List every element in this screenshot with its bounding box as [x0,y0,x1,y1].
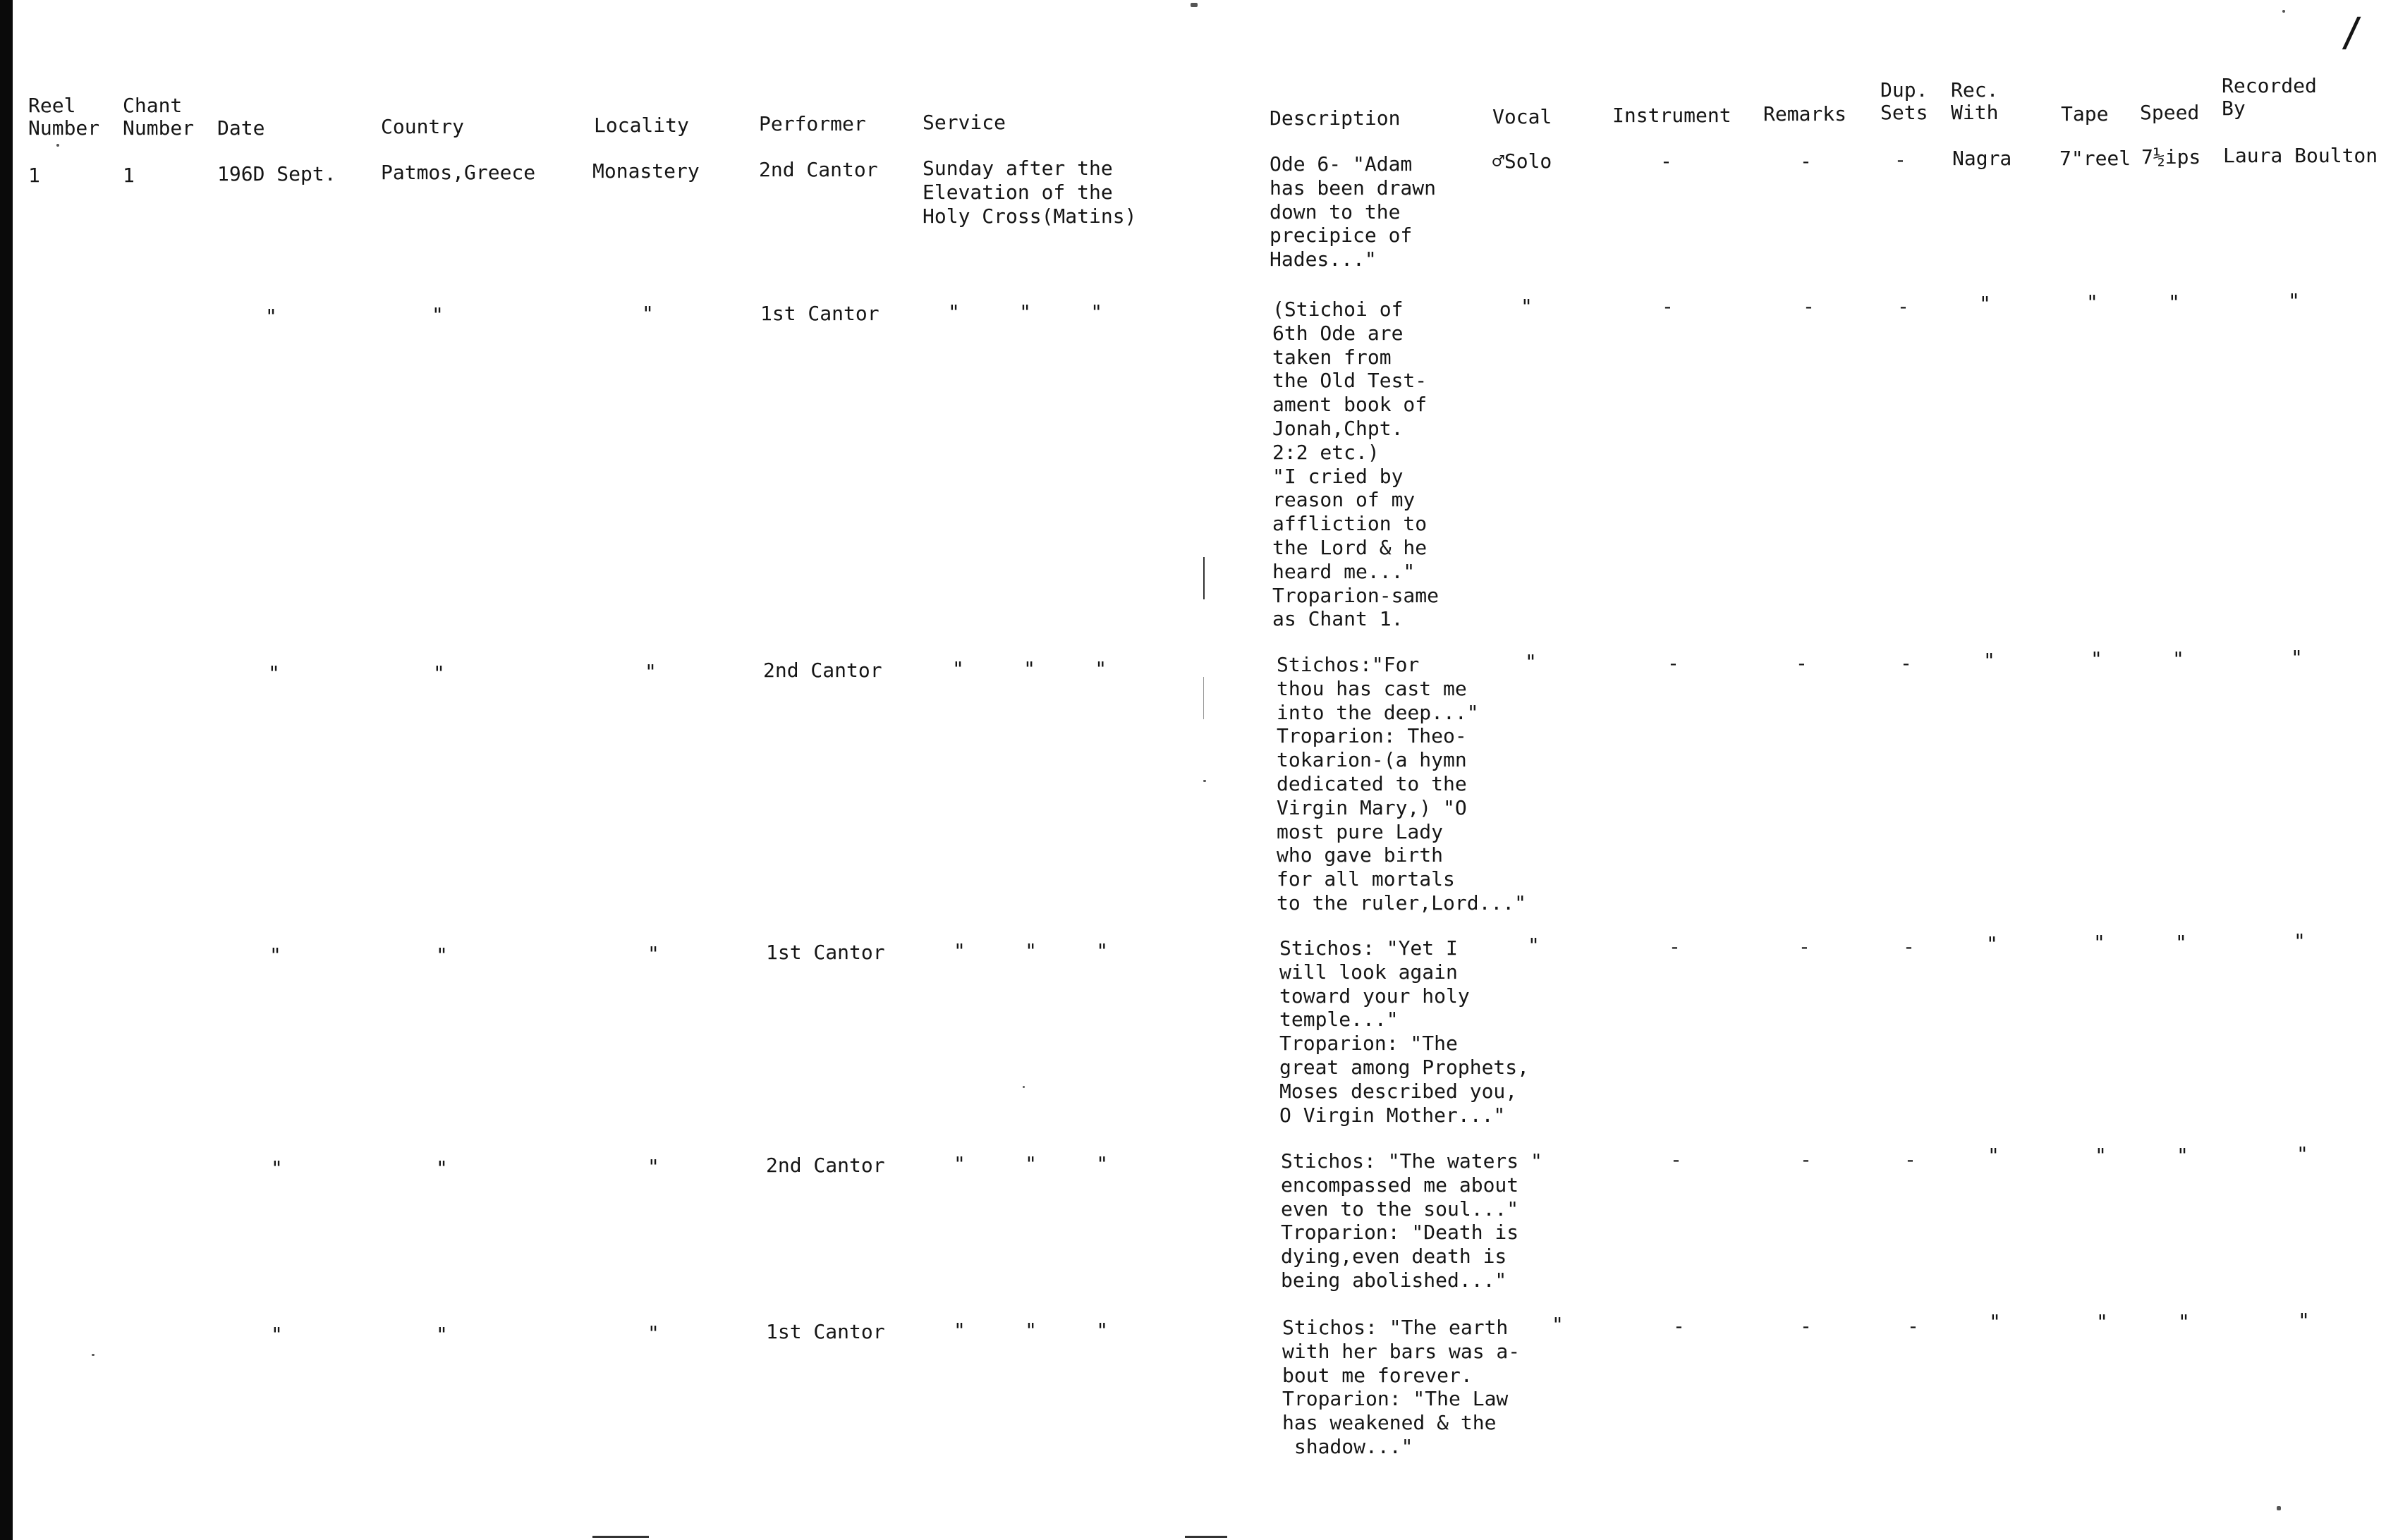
cell-rec-with: " [1989,1310,2001,1333]
cell-tape: " [2086,291,2098,314]
cell-date: " [271,1156,283,1180]
cell-date: " [271,1323,283,1346]
cell-recorded-by: " [2288,289,2300,312]
cell-country: " [436,943,448,967]
header-reel-number: Reel Number [28,94,100,140]
cell-speed: " [2177,1144,2189,1167]
scan-bottom-edge [1185,1536,1227,1538]
cell-locality: Monastery [592,159,700,183]
header-service: Service [923,111,1006,134]
scan-binding-edge [0,0,13,1540]
header-vocal: Vocal [1492,105,1552,128]
cell-rec-with: " [1983,649,1995,672]
cell-speed: 7½ips [2141,145,2201,169]
scan-speck [92,1354,95,1356]
cell-remarks: - [1800,1314,1812,1338]
cell-description: Stichos: "Yet I will look again toward your holy temple..." Troparion: "The great among Prophets, Moses described you, O Virgin Mother..." [1279,936,1530,1127]
cell-locality: " [645,660,657,683]
cell-description: Stichos: "The earth with her bars was a- bout me forever. Troparion: "The Law has weakened & the shadow..." [1282,1316,1521,1458]
cell-locality: " [647,1321,659,1345]
page-number: / [2340,10,2364,56]
cell-recorded-by: " [2296,1142,2308,1166]
cell-remarks: - [1800,1148,1812,1171]
cell-tape: 7"reel [2059,147,2131,170]
header-dup-sets: Dup. Sets [1880,78,1928,124]
header-recorded-by: Recorded By [2222,74,2317,120]
cell-locality: " [642,302,654,325]
cell-date: " [265,305,277,328]
cell-description: Stichos:"For thou has cast me into the deep..." Troparion: Theo- tokarion-(a hymn dedicated to the Virgin Mary,) "O most pure Lady who gave birth for all mortals to the ruler,Lord..." [1277,653,1527,915]
cell-dup-sets: - [1900,652,1912,675]
cell-reel: 1 [28,164,40,187]
cell-instrument: - [1669,935,1681,958]
header-chant-number: Chant Number [123,94,195,140]
header-remarks: Remarks [1763,102,1847,126]
cell-remarks: - [1798,935,1810,958]
cell-service: " " " [954,1319,1109,1342]
cell-remarks: - [1800,149,1812,173]
cell-performer: 1st Cantor [766,941,885,964]
cell-country: " [436,1323,448,1346]
cell-country: Patmos,Greece [381,161,536,184]
cell-date: " [269,943,281,967]
cell-locality: " [647,942,659,965]
cell-vocal: " [1521,295,1533,318]
cell-tape: " [2095,1144,2107,1167]
cell-recorded-by: " [2291,646,2303,669]
cell-speed: " [2168,291,2180,314]
cell-country: " [433,661,445,685]
cell-service: " " " [954,1152,1109,1175]
cell-rec-with: " [1986,932,1998,955]
cell-instrument: - [1667,652,1679,675]
header-instrument: Instrument [1612,104,1731,127]
header-speed: Speed [2140,101,2200,124]
header-date: Date [217,116,265,140]
cell-speed: " [2178,1310,2190,1333]
cell-recorded-by: " [2294,929,2306,953]
scan-speck [1023,1086,1025,1088]
cell-vocal: " [1552,1313,1564,1336]
cell-dup-sets: - [1904,1148,1916,1171]
cell-dup-sets: - [1894,148,1906,171]
cell-instrument: - [1660,149,1672,173]
cell-service: Sunday after the Elevation of the Holy Cross(Matins) [923,157,1137,228]
cell-dup-sets: - [1897,295,1909,318]
cell-speed: " [2175,931,2187,954]
cell-date: " [268,661,280,685]
cell-performer: 1st Cantor [760,302,880,325]
cell-rec-with: " [1979,292,1991,315]
cell-tape: " [2090,647,2102,671]
cell-vocal: " [1528,934,1540,957]
cell-rec-with: Nagra [1952,147,2012,170]
cell-instrument: - [1673,1314,1685,1338]
cell-tape: " [2096,1310,2108,1333]
cell-description: Stichos: "The waters " encompassed me about even to the soul..." Troparion: "Death is dying,even death is being abolished..." [1281,1149,1542,1292]
header-performer: Performer [759,112,866,135]
cell-rec-with: " [1988,1144,2000,1167]
scan-bottom-edge [592,1536,649,1538]
cell-vocal: ♂Solo [1492,149,1552,173]
cell-description: (Stichoi of 6th Ode are taken from the Old Test- ament book of Jonah,Chpt. 2:2 etc.) "I cried by reason of my affliction to the Lord & he heard me..." Troparion-same as Chant 1. [1272,298,1440,631]
cell-performer: 1st Cantor [766,1320,885,1343]
scan-speck [56,144,59,147]
cell-performer: 2nd Cantor [763,659,882,682]
cell-instrument: - [1670,1148,1682,1171]
cell-chant: 1 [123,164,135,187]
cell-description: Ode 6- "Adam has been drawn down to the precipice of Hades..." [1270,152,1437,271]
cell-date: 196D Sept. [217,162,336,185]
scan-speck [1203,780,1206,782]
header-rec-with: Rec. With [1951,78,1999,124]
cell-performer: 2nd Cantor [759,158,878,181]
scan-speck [1191,3,1198,7]
cell-speed: " [2172,647,2184,671]
scan-speck [2282,10,2285,13]
cell-service: " " " [954,939,1109,963]
cell-tape: " [2093,931,2105,954]
margin-mark [1203,557,1205,599]
cell-country: " [432,303,444,326]
cell-locality: " [647,1155,659,1178]
cell-recorded-by: Laura Boulton [2223,144,2378,167]
cell-service: " " " [952,657,1107,680]
cell-vocal: " [1525,650,1537,673]
cell-service: " " " [948,300,1103,324]
cell-country: " [436,1156,448,1180]
cell-dup-sets: - [1903,935,1915,958]
cell-recorded-by: " [2298,1309,2310,1332]
cell-dup-sets: - [1907,1314,1919,1338]
cell-remarks: - [1803,295,1815,318]
header-tape: Tape [2061,102,2109,126]
scan-speck [2277,1506,2281,1510]
header-country: Country [381,115,465,138]
cell-remarks: - [1796,652,1808,675]
header-description: Description [1270,106,1401,130]
margin-mark [1203,677,1204,719]
cell-performer: 2nd Cantor [766,1154,885,1177]
header-locality: Locality [594,114,689,137]
cell-instrument: - [1662,295,1674,318]
